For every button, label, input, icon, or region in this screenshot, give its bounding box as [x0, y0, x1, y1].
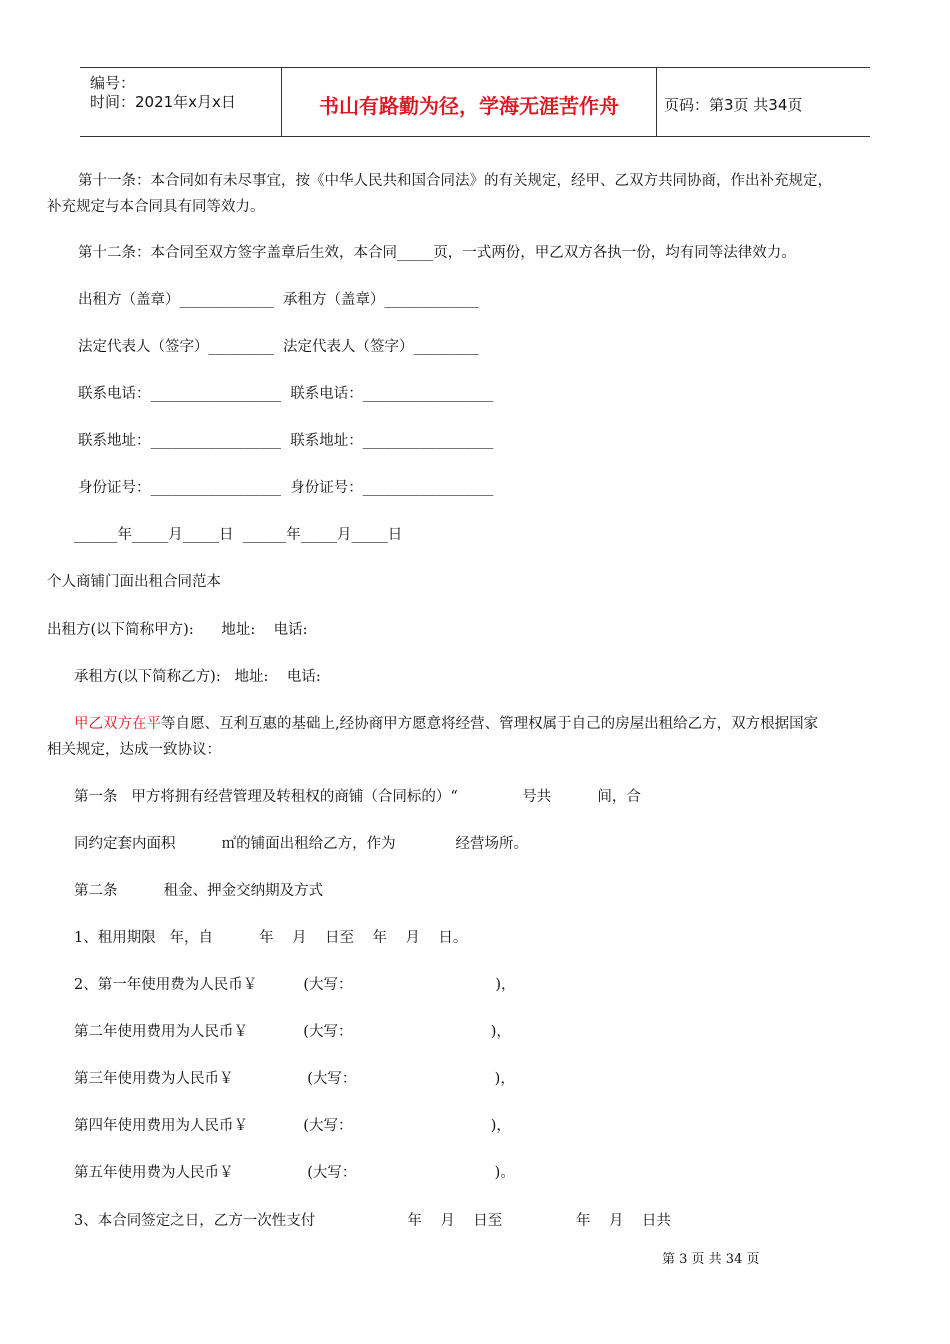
header-divider [656, 68, 657, 136]
header-motto: 书山有路勤为径，学海无涯苦作舟 [319, 94, 619, 118]
serial-number-label: 编号： [90, 74, 136, 92]
article-1-line-2: 同约定套内面积 ㎡的铺面出租给乙方，作为 经营场所。 [74, 836, 529, 852]
payment-line: 3、本合同签定之日，乙方一次性支付 年 月 日至 年 月 日共 [74, 1213, 671, 1229]
article-1-line-1: 第一条 甲方将拥有经营管理及转租权的商铺（合同标的）“ 号共 间，合 [74, 789, 641, 805]
address-line: 联系地址：__________________ 联系地址：__________________ [78, 433, 494, 449]
year-4-fee: 第四年使用费用为人民币￥ (大写： )， [74, 1118, 511, 1134]
section-title: 个人商铺门面出租合同范本 [47, 574, 221, 590]
lessee-line: 承租方(以下简称乙方): 地址: 电话: [74, 669, 321, 685]
page-footer: 第 3 页 共 34 页 [662, 1252, 760, 1267]
article-11-line-1: 第十一条：本合同如有未尽事宜，按《中华人民共和国合同法》的有关规定，经甲、乙双方共同协商，作出补充规定， [78, 173, 832, 189]
id-number-line: 身份证号：__________________ 身份证号：__________________ [78, 480, 494, 496]
article-11-line-2: 补充规定与本合同具有同等效力。 [47, 199, 265, 215]
seal-line: 出租方（盖章）_____________ 承租方（盖章）_____________ [78, 292, 479, 308]
intro-line-1 [74, 714, 818, 734]
time-label: 时间：2021年x月x日 [90, 93, 236, 111]
lessor-line: 出租方(以下简称甲方): 地址: 电话: [47, 622, 308, 638]
year-5-fee: 第五年使用费为人民币￥ (大写： )。 [74, 1165, 515, 1181]
lease-term-line: 1、租用期限 年，自 年 月 日至 年 月 日。 [74, 930, 468, 946]
intro-text: 等自愿、互利互惠的基础上,经协商甲方愿意将经营、管理权属于自己的房屋出租给乙方，双方根据国家 [161, 716, 819, 732]
document-header [80, 67, 870, 137]
intro-line-2: 相关规定，达成一致协议： [47, 742, 221, 758]
date-line: ______年_____月_____日 ______年_____月_____日 [74, 527, 403, 543]
phone-line: 联系电话：__________________ 联系电话：__________________ [78, 386, 494, 402]
year-3-fee: 第三年使用费为人民币￥ (大写： )， [74, 1071, 515, 1087]
representative-line: 法定代表人（签字）_________ 法定代表人（签字）_________ [78, 339, 479, 355]
article-12: 第十二条：本合同至双方签字盖章后生效，本合同_____页，一式两份，甲乙双方各执一份，均有同等法律效力。 [78, 245, 796, 261]
article-2-title: 第二条 租金、押金交纳期及方式 [74, 883, 324, 899]
header-page-code: 页码：第3页 共34页 [664, 96, 803, 114]
year-1-fee: 2、第一年使用费为人民币￥ (大写： )， [74, 977, 516, 993]
year-2-fee: 第二年使用费用为人民币￥ (大写： )， [74, 1024, 511, 1040]
intro-highlight: 甲乙双方在平 [74, 716, 161, 732]
